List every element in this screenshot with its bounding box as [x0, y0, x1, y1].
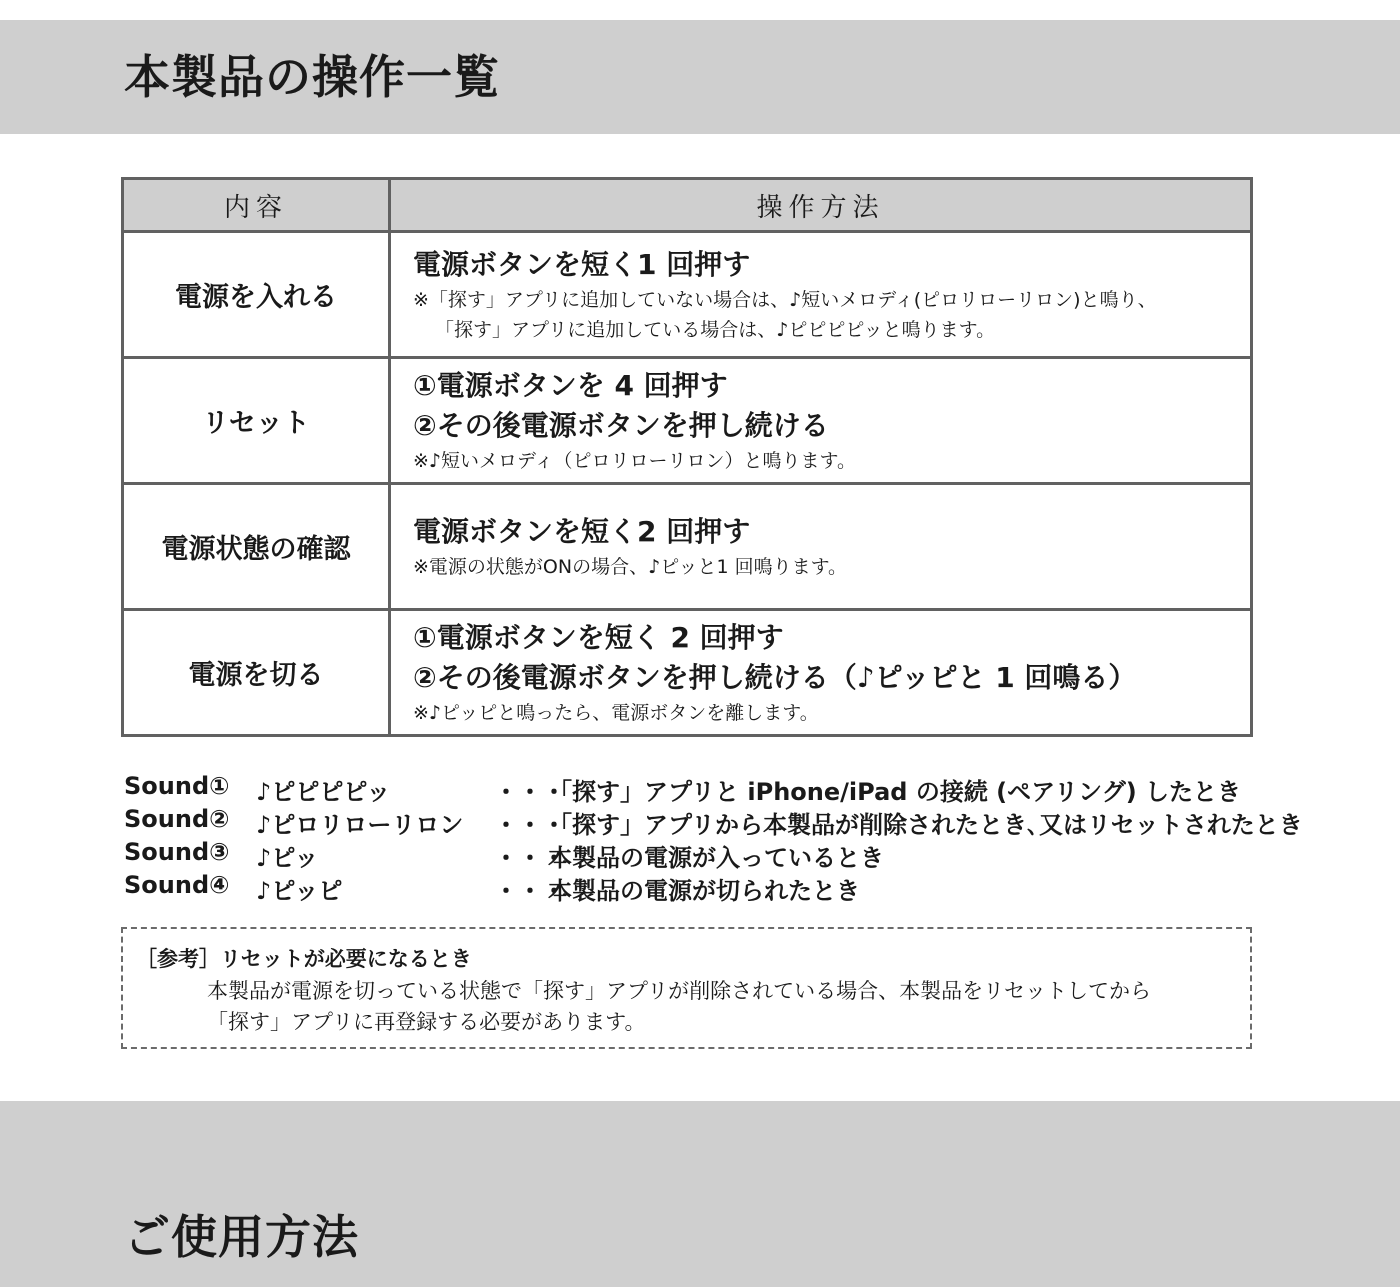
sound-leader: ・・・ — [494, 844, 566, 872]
sound-name: Sound④ — [124, 871, 230, 899]
sound-leader: ・・・ — [494, 811, 566, 839]
table-row — [123, 484, 1252, 610]
reference-box — [121, 927, 1252, 1049]
table-row — [123, 610, 1252, 736]
row-method-power-off — [390, 610, 1252, 736]
sound-name: Sound② — [124, 805, 230, 833]
method-main-line: ①電源ボタンを 4 回押す — [413, 368, 728, 402]
method-main-line: ②その後電源ボタンを押し続ける（♪ピッピと 1 回鳴る） — [413, 660, 1137, 694]
list-item — [124, 838, 1284, 871]
sound-melody: ♪ピピピピッ — [256, 778, 391, 806]
reference-line: 本製品が電源を切っている状態で「探す」アプリが削除されている場合、本製品をリセットしてから — [207, 979, 1151, 1003]
section-title-usage: ご使用方法 — [124, 1210, 359, 1264]
table-row — [123, 232, 1252, 358]
header-content: 内容 — [123, 179, 390, 232]
row-method-reset — [390, 358, 1252, 484]
row-item-power-on: 電源を入れる — [123, 232, 390, 358]
reference-body — [207, 976, 1151, 1038]
sound-name: Sound① — [124, 772, 230, 800]
sound-melody: ♪ピッ — [256, 844, 319, 872]
row-item-power-status: 電源状態の確認 — [123, 484, 390, 610]
method-main-line: 電源ボタンを短く2 回押す — [413, 514, 751, 548]
reference-title: ［参考］リセットが必要になるとき — [136, 947, 472, 971]
list-item — [124, 772, 1284, 805]
section-title-operations: 本製品の操作一覧 — [124, 50, 500, 104]
list-item — [124, 871, 1284, 904]
sound-melody: ♪ピッピ — [256, 877, 343, 905]
row-method-power-on — [390, 232, 1252, 358]
operations-table — [121, 177, 1253, 737]
sound-name: Sound③ — [124, 838, 230, 866]
sound-legend — [124, 772, 1303, 905]
sound-description: 「探す」アプリと iPhone/iPad の接続 (ペアリング) したとき — [548, 778, 1242, 806]
method-note: ※♪短いメロディ（ピロリローリロン）と鳴ります。 — [413, 449, 857, 472]
method-main-line: 電源ボタンを短く1 回押す — [413, 247, 751, 281]
method-note: ※電源の状態がONの場合、♪ピッと1 回鳴ります。 — [413, 555, 848, 578]
sound-leader: ・・・ — [494, 877, 566, 905]
list-item — [124, 805, 1303, 839]
row-method-power-status — [390, 484, 1252, 610]
method-main-line: ①電源ボタンを短く 2 回押す — [413, 620, 784, 654]
table-row — [123, 358, 1252, 484]
table-header-row — [123, 179, 1252, 232]
sound-leader: ・・・ — [494, 778, 566, 806]
row-item-reset: リセット — [123, 358, 390, 484]
sound-description: 本製品の電源が入っているとき — [548, 844, 884, 872]
method-main-line: ②その後電源ボタンを押し続ける — [413, 408, 829, 442]
row-item-power-off: 電源を切る — [123, 610, 390, 736]
method-note: 「探す」アプリに追加している場合は、♪ピピピピッと鳴ります。 — [435, 318, 996, 341]
method-note: ※♪ピッピと鳴ったら、電源ボタンを離します。 — [413, 701, 819, 724]
reference-line: 「探す」アプリに再登録する必要があります。 — [207, 1010, 646, 1034]
sound-description: 「探す」アプリから本製品が削除されたとき､又はリセットされたとき — [548, 811, 1303, 839]
sound-melody: ♪ピロリローリロン — [256, 811, 464, 839]
method-note: ※「探す」アプリに追加していない場合は、♪短いメロディ(ピロリローリロン)と鳴り、 — [413, 288, 1157, 311]
sound-description: 本製品の電源が切られたとき — [548, 877, 860, 905]
header-method: 操作方法 — [390, 179, 1252, 232]
